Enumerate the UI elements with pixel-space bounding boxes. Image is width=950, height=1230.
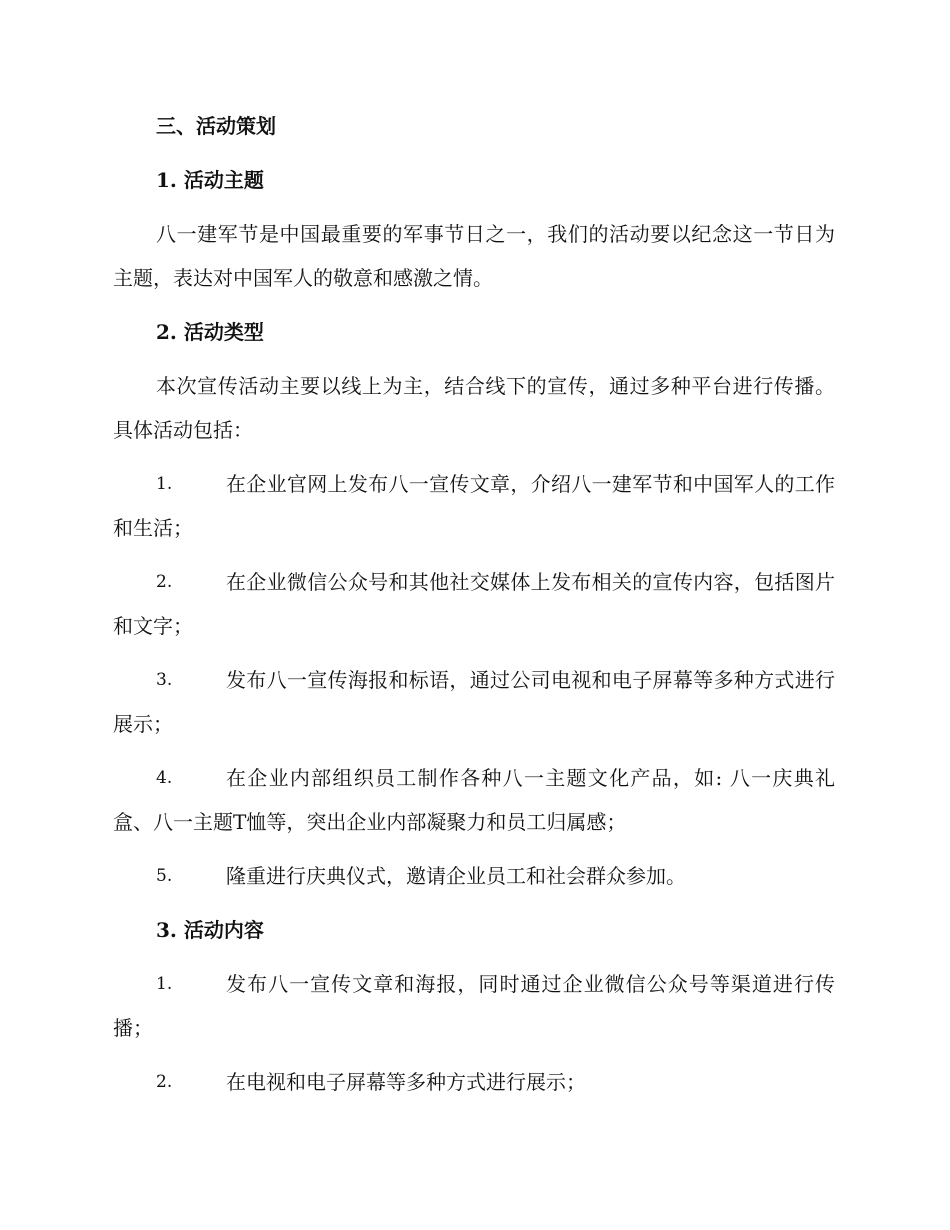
list-item-text: 在电视和电子屏幕等多种方式进行展示； <box>226 1070 586 1094</box>
theme-heading: 1. 活动主题 <box>156 168 264 192</box>
content-heading: 3. 活动内容 <box>156 918 264 942</box>
list-number: 2. <box>156 1072 173 1092</box>
list-item-text: 在企业官网上发布八一宣传文章，介绍八一建军节和中国军人的工作和生活； <box>113 472 835 540</box>
list-number: 4. <box>156 768 173 788</box>
list-item-text: 发布八一宣传海报和标语，通过公司电视和电子屏幕等多种方式进行展示； <box>113 668 835 736</box>
type-list-item <box>113 756 835 844</box>
list-number: 3. <box>156 670 173 690</box>
list-item-text: 在企业内部组织员工制作各种八一主题文化产品，如: 八一庆典礼盒、八一主题T恤等，突出企业内部凝聚力和员工归属感； <box>113 766 835 834</box>
list-number: 1. <box>156 474 173 494</box>
type-list-item <box>113 462 835 550</box>
document-body <box>113 104 835 1114</box>
list-number: 2. <box>156 572 173 592</box>
list-item-text: 发布八一宣传文章和海报，同时通过企业微信公众号等渠道进行传播； <box>113 972 835 1040</box>
type-heading: 2. 活动类型 <box>156 320 264 344</box>
theme-paragraph: 八一建军节是中国最重要的军事节日之一，我们的活动要以纪念这一节日为主题，表达对中国军人的敬意和感激之情。 <box>113 222 835 290</box>
list-item-text: 在企业微信公众号和其他社交媒体上发布相关的宣传内容，包括图片和文字； <box>113 570 835 638</box>
list-number: 1. <box>156 974 173 994</box>
type-paragraph: 本次宣传活动主要以线上为主，结合线下的宣传，通过多种平台进行传播。具体活动包括： <box>113 374 835 442</box>
list-item-text: 隆重进行庆典仪式，邀请企业员工和社会群众参加。 <box>226 864 686 888</box>
section-title: 三、活动策划 <box>156 114 276 138</box>
list-number: 5. <box>156 866 173 886</box>
type-list-item <box>113 854 835 898</box>
content-list-item <box>113 1060 835 1104</box>
type-list-item <box>113 560 835 648</box>
content-list-item <box>113 962 835 1050</box>
type-list-item <box>113 658 835 746</box>
